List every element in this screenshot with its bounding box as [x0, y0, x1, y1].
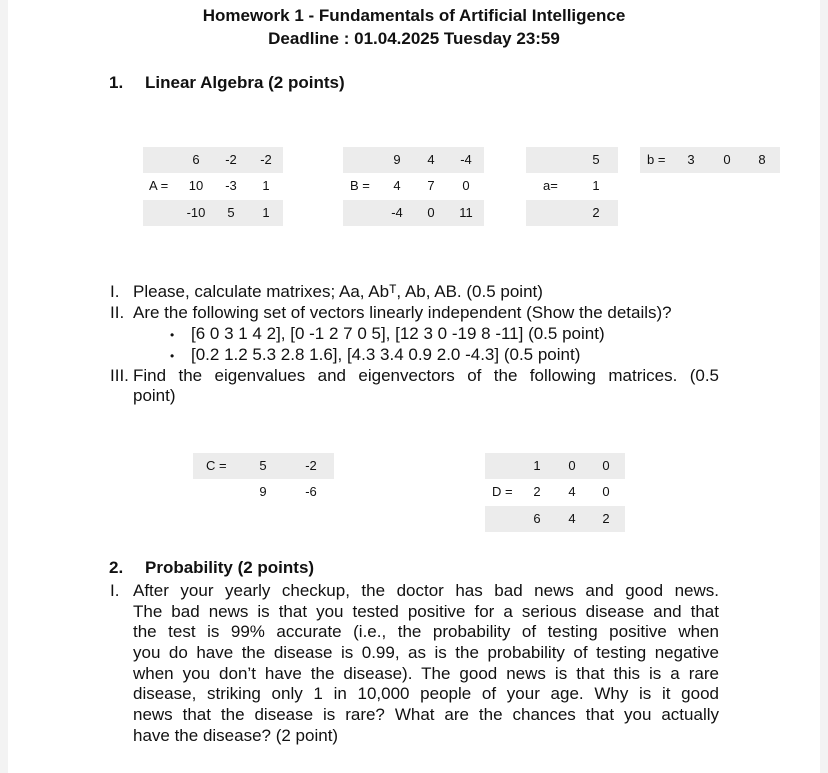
matrix-cell: 0: [602, 458, 610, 473]
bullet-icon: •: [170, 349, 175, 363]
matrix-cell: 1: [262, 178, 270, 193]
matrix-cell: 7: [427, 178, 435, 193]
matrix-cell: -2: [225, 152, 237, 167]
question-2-numeral: II.: [110, 303, 125, 322]
document-title: Homework 1 - Fundamentals of Artificial Intelligence: [202, 6, 626, 25]
vector-cell: 1: [592, 178, 600, 193]
problem-line: have the disease? (2 point): [133, 726, 339, 745]
question-3-numeral: III.: [110, 366, 129, 385]
section-2-heading: [109, 558, 314, 578]
vector-b-label: b =: [647, 152, 666, 167]
matrix-c-label: C =: [206, 458, 227, 473]
problem-line: The bad news is that you tested positive for a serious disease and that: [133, 602, 719, 621]
problem-line: news that the disease is rare? What are the chances that you actually: [133, 705, 719, 724]
matrix-cell: 5: [259, 458, 267, 473]
vector-cell: 3: [687, 152, 695, 167]
vector-cell: 2: [592, 205, 600, 220]
section-1-title: Linear Algebra (2 points): [145, 73, 345, 92]
matrix-cell: 10: [188, 178, 204, 193]
matrix-cell: 9: [393, 152, 401, 167]
matrix-cell: 1: [533, 458, 541, 473]
matrix-cell: 1: [262, 205, 270, 220]
bullet-item: [6 0 3 1 4 2], [0 -1 2 7 0 5], [12 3 0 -19 8 -11] (0.5 point): [191, 324, 605, 343]
matrix-cell: 4: [427, 152, 435, 167]
vector-cell: 8: [758, 152, 766, 167]
matrix-cell: 6: [533, 511, 541, 526]
matrix-a-label: A =: [149, 178, 169, 193]
vector-cell: 5: [592, 152, 600, 167]
matrix-cell: -10: [186, 205, 206, 220]
matrix-cell: 9: [259, 484, 267, 499]
bullet-icon: •: [170, 328, 175, 342]
section-1-number: 1.: [109, 73, 124, 92]
matrix-d-label: D =: [492, 484, 513, 499]
matrix-cell: -6: [305, 484, 317, 499]
question-2-text: Are the following set of vectors linearly independent (Show the details)?: [133, 303, 672, 322]
bullet-item: [0.2 1.2 5.3 2.8 1.6], [4.3 3.4 0.9 2.0 -4.3] (0.5 point): [191, 345, 581, 364]
problem-line: disease, striking only 1 in 10,000 people of your age. Why is it good: [133, 684, 719, 703]
matrix-cell: 6: [192, 152, 200, 167]
problem-line: the test is 99% accurate (i.e., the probability of testing positive when: [133, 622, 719, 641]
matrix-cell: -4: [460, 152, 472, 167]
question-3-text-cont: point): [133, 386, 176, 405]
matrix-cell: 4: [568, 511, 576, 526]
matrix-b-label: B =: [350, 178, 370, 193]
matrix-cell: -3: [225, 178, 237, 193]
problem-line: when you don’t have the disease). The good news is that this is a rare: [133, 664, 719, 683]
question-3-text: Find the eigenvalues and eigenvectors of the following matrices. (0.5: [133, 366, 719, 385]
matrix-cell: -2: [305, 458, 317, 473]
question-1-text: Please, calculate matrixes; Aa, Abᵀ, Ab, AB. (0.5 point): [133, 282, 543, 301]
matrix-cell: 5: [227, 205, 235, 220]
question-1-numeral: I.: [110, 282, 120, 301]
matrix-cell: 0: [602, 484, 610, 499]
matrix-cell: 0: [427, 205, 435, 220]
matrix-cell: 2: [533, 484, 541, 499]
problem-numeral: I.: [110, 581, 120, 600]
problem-line: After your yearly checkup, the doctor has bad news and good news.: [133, 581, 719, 600]
matrix-cell: 0: [462, 178, 470, 193]
matrix-cell: -4: [391, 205, 403, 220]
matrix-cell: 4: [393, 178, 401, 193]
matrix-cell: 4: [568, 484, 576, 499]
matrix-cell: 11: [459, 205, 473, 220]
vector-cell: 0: [723, 152, 731, 167]
matrix-cell: -2: [260, 152, 272, 167]
section-1-heading: [109, 73, 345, 93]
problem-line: you do have the disease is 0.99, as is the probability of testing negative: [133, 643, 719, 662]
vector-a-label: a=: [543, 178, 558, 193]
section-2-title: Probability (2 points): [145, 558, 315, 577]
deadline: Deadline : 01.04.2025 Tuesday 23:59: [268, 29, 560, 48]
matrix-cell: 0: [568, 458, 576, 473]
matrix-cell: 2: [602, 511, 610, 526]
section-2-number: 2.: [109, 558, 124, 577]
